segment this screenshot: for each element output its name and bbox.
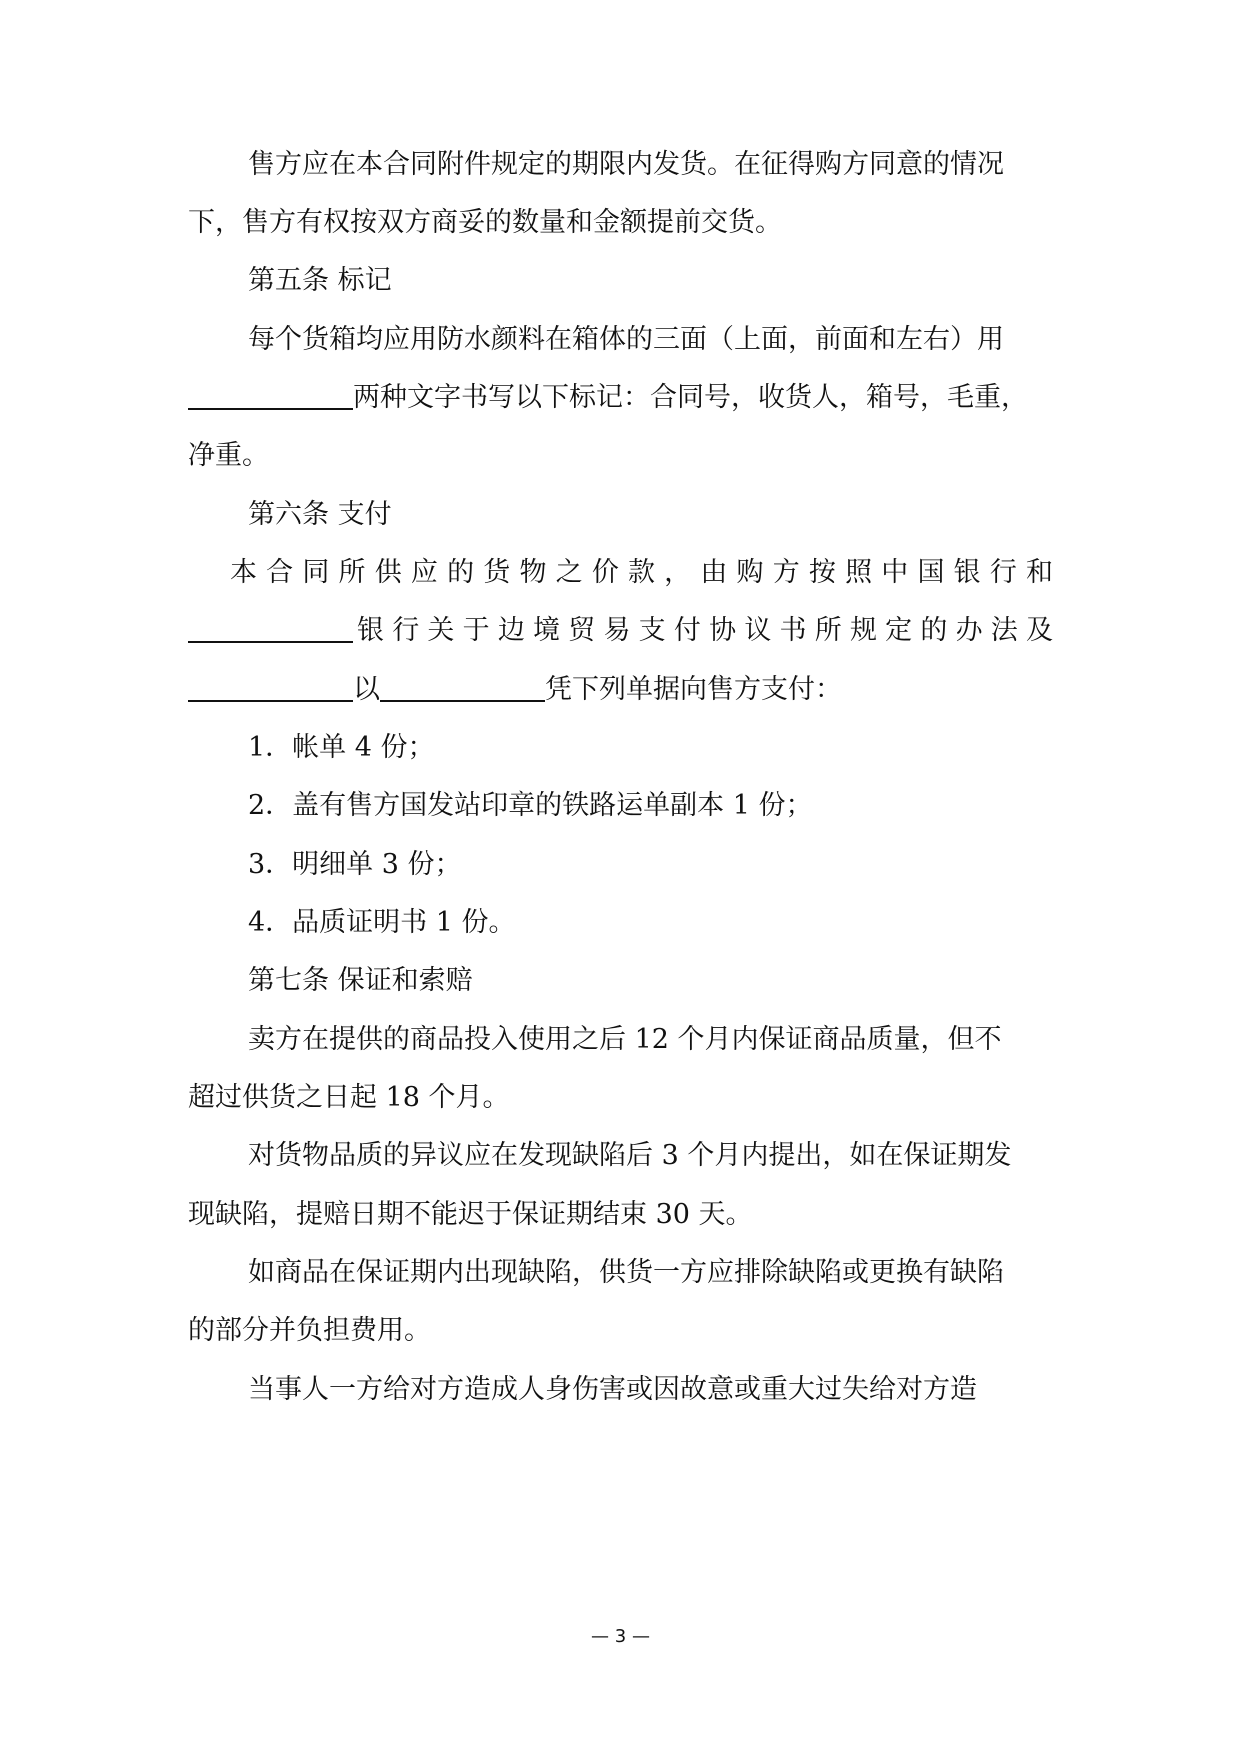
article-6-heading: 第六条 支付 <box>248 499 392 530</box>
fill-in-blank <box>188 611 353 643</box>
fill-in-blank <box>188 670 353 702</box>
paragraph-marking-line-3: 净重。 <box>188 440 269 471</box>
fill-in-blank <box>380 670 545 702</box>
paragraph-marking-line-2 <box>188 378 1053 418</box>
article-5-heading: 第五条 标记 <box>248 265 392 296</box>
payment-line-2-text: 银行关于边境贸易支付协议书所规定的办法及 <box>357 615 1053 646</box>
paragraph-marking-line-1: 每个货箱均应用防水颜料在箱体的三面（上面，前面和左右）用 <box>248 324 1004 355</box>
paragraph-objection-line-2: 现缺陷，提赔日期不能迟于保证期结束 30 天。 <box>188 1199 753 1230</box>
document-list-item-3: 3．明细单 3 份； <box>248 849 462 880</box>
payment-line-3-end: 凭下列单据向售方支付： <box>545 674 842 705</box>
paragraph-payment-line-1: 本合同所供应的货物之价款，由购方按照中国银行和 <box>230 557 1053 588</box>
document-list-item-2: 2．盖有售方国发站印章的铁路运单副本 1 份； <box>248 790 813 821</box>
document-list-item-1: 1．帐单 4 份； <box>248 732 435 763</box>
article-7-heading: 第七条 保证和索赔 <box>248 965 473 996</box>
paragraph-injury-line-1: 当事人一方给对方造成人身伤害或因故意或重大过失给对方造 <box>248 1374 977 1405</box>
paragraph-defect-line-1: 如商品在保证期内出现缺陷，供货一方应排除缺陷或更换有缺陷 <box>248 1257 1004 1288</box>
paragraph-warranty-line-2: 超过供货之日起 18 个月。 <box>188 1082 510 1113</box>
marking-line-2-text: 两种文字书写以下标记：合同号，收货人，箱号，毛重， <box>353 382 1028 413</box>
paragraph-defect-line-2: 的部分并负担费用。 <box>188 1315 431 1346</box>
fill-in-blank <box>188 378 353 410</box>
document-list-item-4: 4．品质证明书 1 份。 <box>248 907 516 938</box>
paragraph-delivery-line-1: 售方应在本合同附件规定的期限内发货。在征得购方同意的情况 <box>248 149 1004 180</box>
page-number: — 3 — <box>591 1626 650 1647</box>
payment-line-3-mid: 以 <box>353 674 380 705</box>
paragraph-objection-line-1: 对货物品质的异议应在发现缺陷后 3 个月内提出，如在保证期发 <box>248 1140 1012 1171</box>
paragraph-payment-line-3 <box>188 670 1053 710</box>
paragraph-delivery-line-2: 下，售方有权按双方商妥的数量和金额提前交货。 <box>188 207 782 238</box>
paragraph-payment-line-2 <box>188 611 1053 651</box>
paragraph-warranty-line-1: 卖方在提供的商品投入使用之后 12 个月内保证商品质量，但不 <box>248 1024 1002 1055</box>
